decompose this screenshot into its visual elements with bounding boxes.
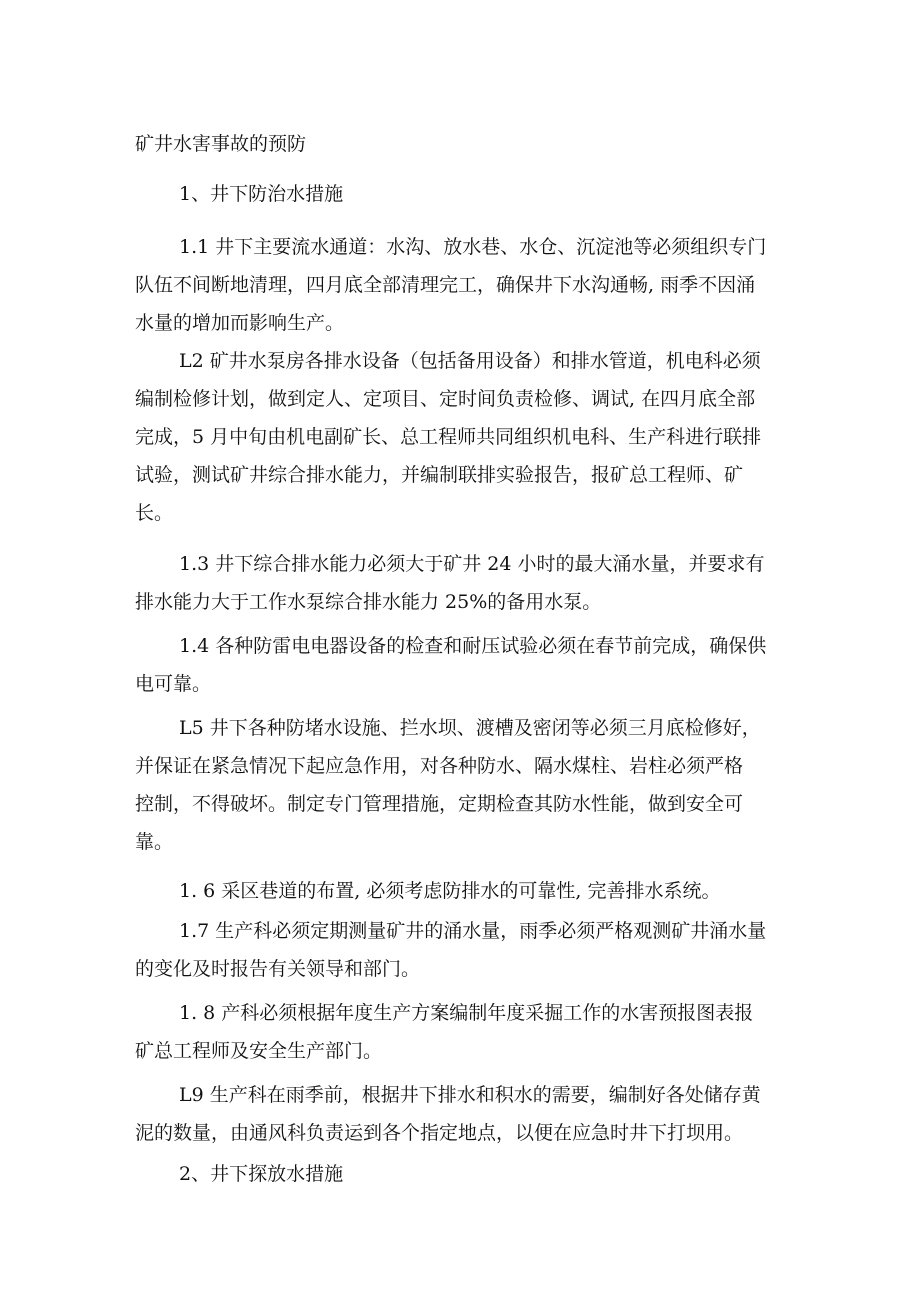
paragraph-1-7-line-2: 的变化及时报告有关领导和部门。 xyxy=(135,958,421,980)
paragraph-1-2-line-4: 试验，测试矿井综合排水能力，并编制联排实验报告，报矿总工程师、矿 xyxy=(135,464,744,486)
paragraph-1-7-line-1: 1.7 生产科必须定期测量矿井的涌水量，雨季必须严格观测矿井涌水量 xyxy=(179,920,767,942)
paragraph-1-4-line-2: 电可靠。 xyxy=(135,673,212,695)
paragraph-1-5-line-2: 并保证在紧急情况下起应急作用，对各种防水、隔水煤柱、岩柱必须严格 xyxy=(135,755,744,777)
section-heading-2: 2、井下探放水措施 xyxy=(179,1163,344,1185)
paragraph-1-3-line-2: 排水能力大于工作水泵综合排水能力 25%的备用水泵。 xyxy=(135,591,602,613)
paragraph-1-4-line-1: 1.4 各种防雷电电器设备的检查和耐压试验必须在春节前完成，确保供 xyxy=(179,635,767,657)
document-title: 矿井水害事故的预防 xyxy=(135,133,307,155)
paragraph-1-8-line-1: 1. 8 产科必须根据年度生产方案编制年度采掘工作的水害预报图表报 xyxy=(179,1002,754,1024)
paragraph-1-2-line-3: 完成，5 月中旬由机电副矿长、总工程师共同组织机电科、生产科进行联排 xyxy=(135,426,762,448)
paragraph-1-5-line-3: 控制，不得破坏。制定专门管理措施，定期检查其防水性能，做到安全可 xyxy=(135,793,744,815)
paragraph-1-1-line-1: 1.1 井下主要流水通道：水沟、放水巷、水仓、沉淀池等必须组织专门 xyxy=(179,236,767,258)
paragraph-1-2-line-2: 编制检修计划，做到定人、定项目、定时间负责检修、调试, 在四月底全部 xyxy=(135,388,756,410)
paragraph-1-5-line-1: L5 井下各种防堵水设施、拦水坝、渡槽及密闭等必须三月底检修好， xyxy=(179,717,761,739)
paragraph-1-1-line-2: 队伍不间断地清理，四月底全部清理完工，确保井下水沟通畅, 雨季不因涌 xyxy=(135,274,756,296)
section-heading-1: 1、井下防治水措施 xyxy=(179,183,344,205)
paragraph-1-3-line-1: 1.3 井下综合排水能力必须大于矿井 24 小时的最大涌水量，并要求有 xyxy=(179,553,765,575)
paragraph-1-6-line-1: 1. 6 采区巷道的布置, 必须考虑防排水的可靠性, 完善排水系统。 xyxy=(179,880,721,902)
paragraph-1-1-line-3: 水量的增加而影响生产。 xyxy=(135,312,345,334)
paragraph-1-9-line-1: L9 生产科在雨季前，根据井下排水和积水的需要，编制好各处储存黄 xyxy=(179,1084,761,1106)
paragraph-1-2-line-1: L2 矿井水泵房各排水设备（包括备用设备）和排水管道，机电科必须 xyxy=(179,350,761,372)
paragraph-1-8-line-2: 矿总工程师及安全生产部门。 xyxy=(135,1040,383,1062)
paragraph-1-2-line-5: 长。 xyxy=(135,502,174,524)
paragraph-1-9-line-2: 泥的数量，由通风科负责运到各个指定地点，以便在应急时井下打坝用。 xyxy=(135,1122,744,1144)
paragraph-1-5-line-4: 靠。 xyxy=(135,831,174,853)
